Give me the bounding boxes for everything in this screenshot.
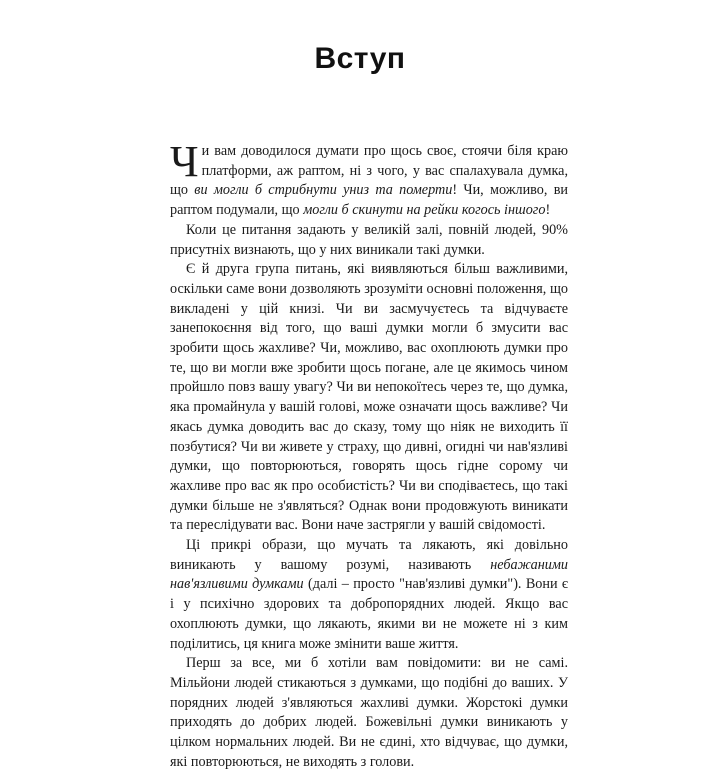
drop-cap: Ч xyxy=(170,137,199,186)
text-run: Коли це питання задають у великій залі, повній людей, 90% присутніх визнають, що у них виникали такі думки. xyxy=(170,221,568,258)
paragraph xyxy=(170,221,568,260)
body-text xyxy=(170,137,568,773)
paragraph xyxy=(170,137,568,221)
page-title: Вступ xyxy=(314,42,406,75)
text-run: ! xyxy=(545,202,551,219)
text-run: и вам доводилося думати про щось своє, стоячи біля краю платформи, аж раптом, ні з чого, у вас спалахувала думка, що xyxy=(170,143,568,199)
paragraph xyxy=(170,654,568,772)
paragraph xyxy=(170,260,568,536)
text-run: (далі – просто "нав'язливі думки"). Вони є і у психічно здорових та добропорядних людей. Якщо вас охоплюють думки, що лякають, якими ви не можете ні з ким поділитись, ця книга може змінити ваше життя. xyxy=(170,576,568,652)
text-run: Є й друга група питань, які виявляються більш важливими, оскільки саме вони дозволяють зрозуміти основні положення, що викладені у цій книзі. Чи ви засмучуєтесь та відчуваєте занепокоєння від того, що ваші думки могли б змусити вас зробити щось жахливе? Чи, можливо, вас охоплюють думки про те, що ви могли вже зробити щось погане, але це якимось чином пройшло повз вашу увагу? Чи ви непокоїтесь через те, що думка, яка промайнула у вашій голові, може означати щось важливе? Чи якась думка доводить вас до сказу, тому що ніяк не виходить її позбутися? Чи ви живете у страху, що дивні, огидні чи нав'язливі думки, що повторюються, говорять щось гідне сорому чи жахливе про вас як про особистість? Чи ви сподіваєтесь, що такі думки більше не з'являться? Однак вони продовжують виникати та переслідувати вас. Вони наче застрягли у вашій свідомості. xyxy=(170,261,568,534)
text-run: ! Чи, можливо, ви раптом подумали, що xyxy=(170,182,568,219)
paragraph xyxy=(170,536,568,654)
emphasized-text: ви могли б стрибнути униз та померти xyxy=(194,182,453,199)
emphasized-text: небажаними нав'язливими думками xyxy=(170,556,568,593)
emphasized-text: могли б скинути на рейки когось іншого xyxy=(303,202,546,219)
text-run: Ці прикрі образи, що мучать та лякають, які довільно виникають у вашому розумі, називають xyxy=(170,537,568,573)
text-run: Перш за все, ми б хотіли вам повідомити: ви не самі. Мільйони людей стикаються з думками, що подібні до ваших. У порядних людей з'являються жахливі думки. Жорстокі думки приходять до добрих людей. Божевільні думки виникають у цілком нормальних людей. Ви не єдині, хто відчуває, що думки, які повторюються, не виходять з голови. xyxy=(170,655,568,770)
